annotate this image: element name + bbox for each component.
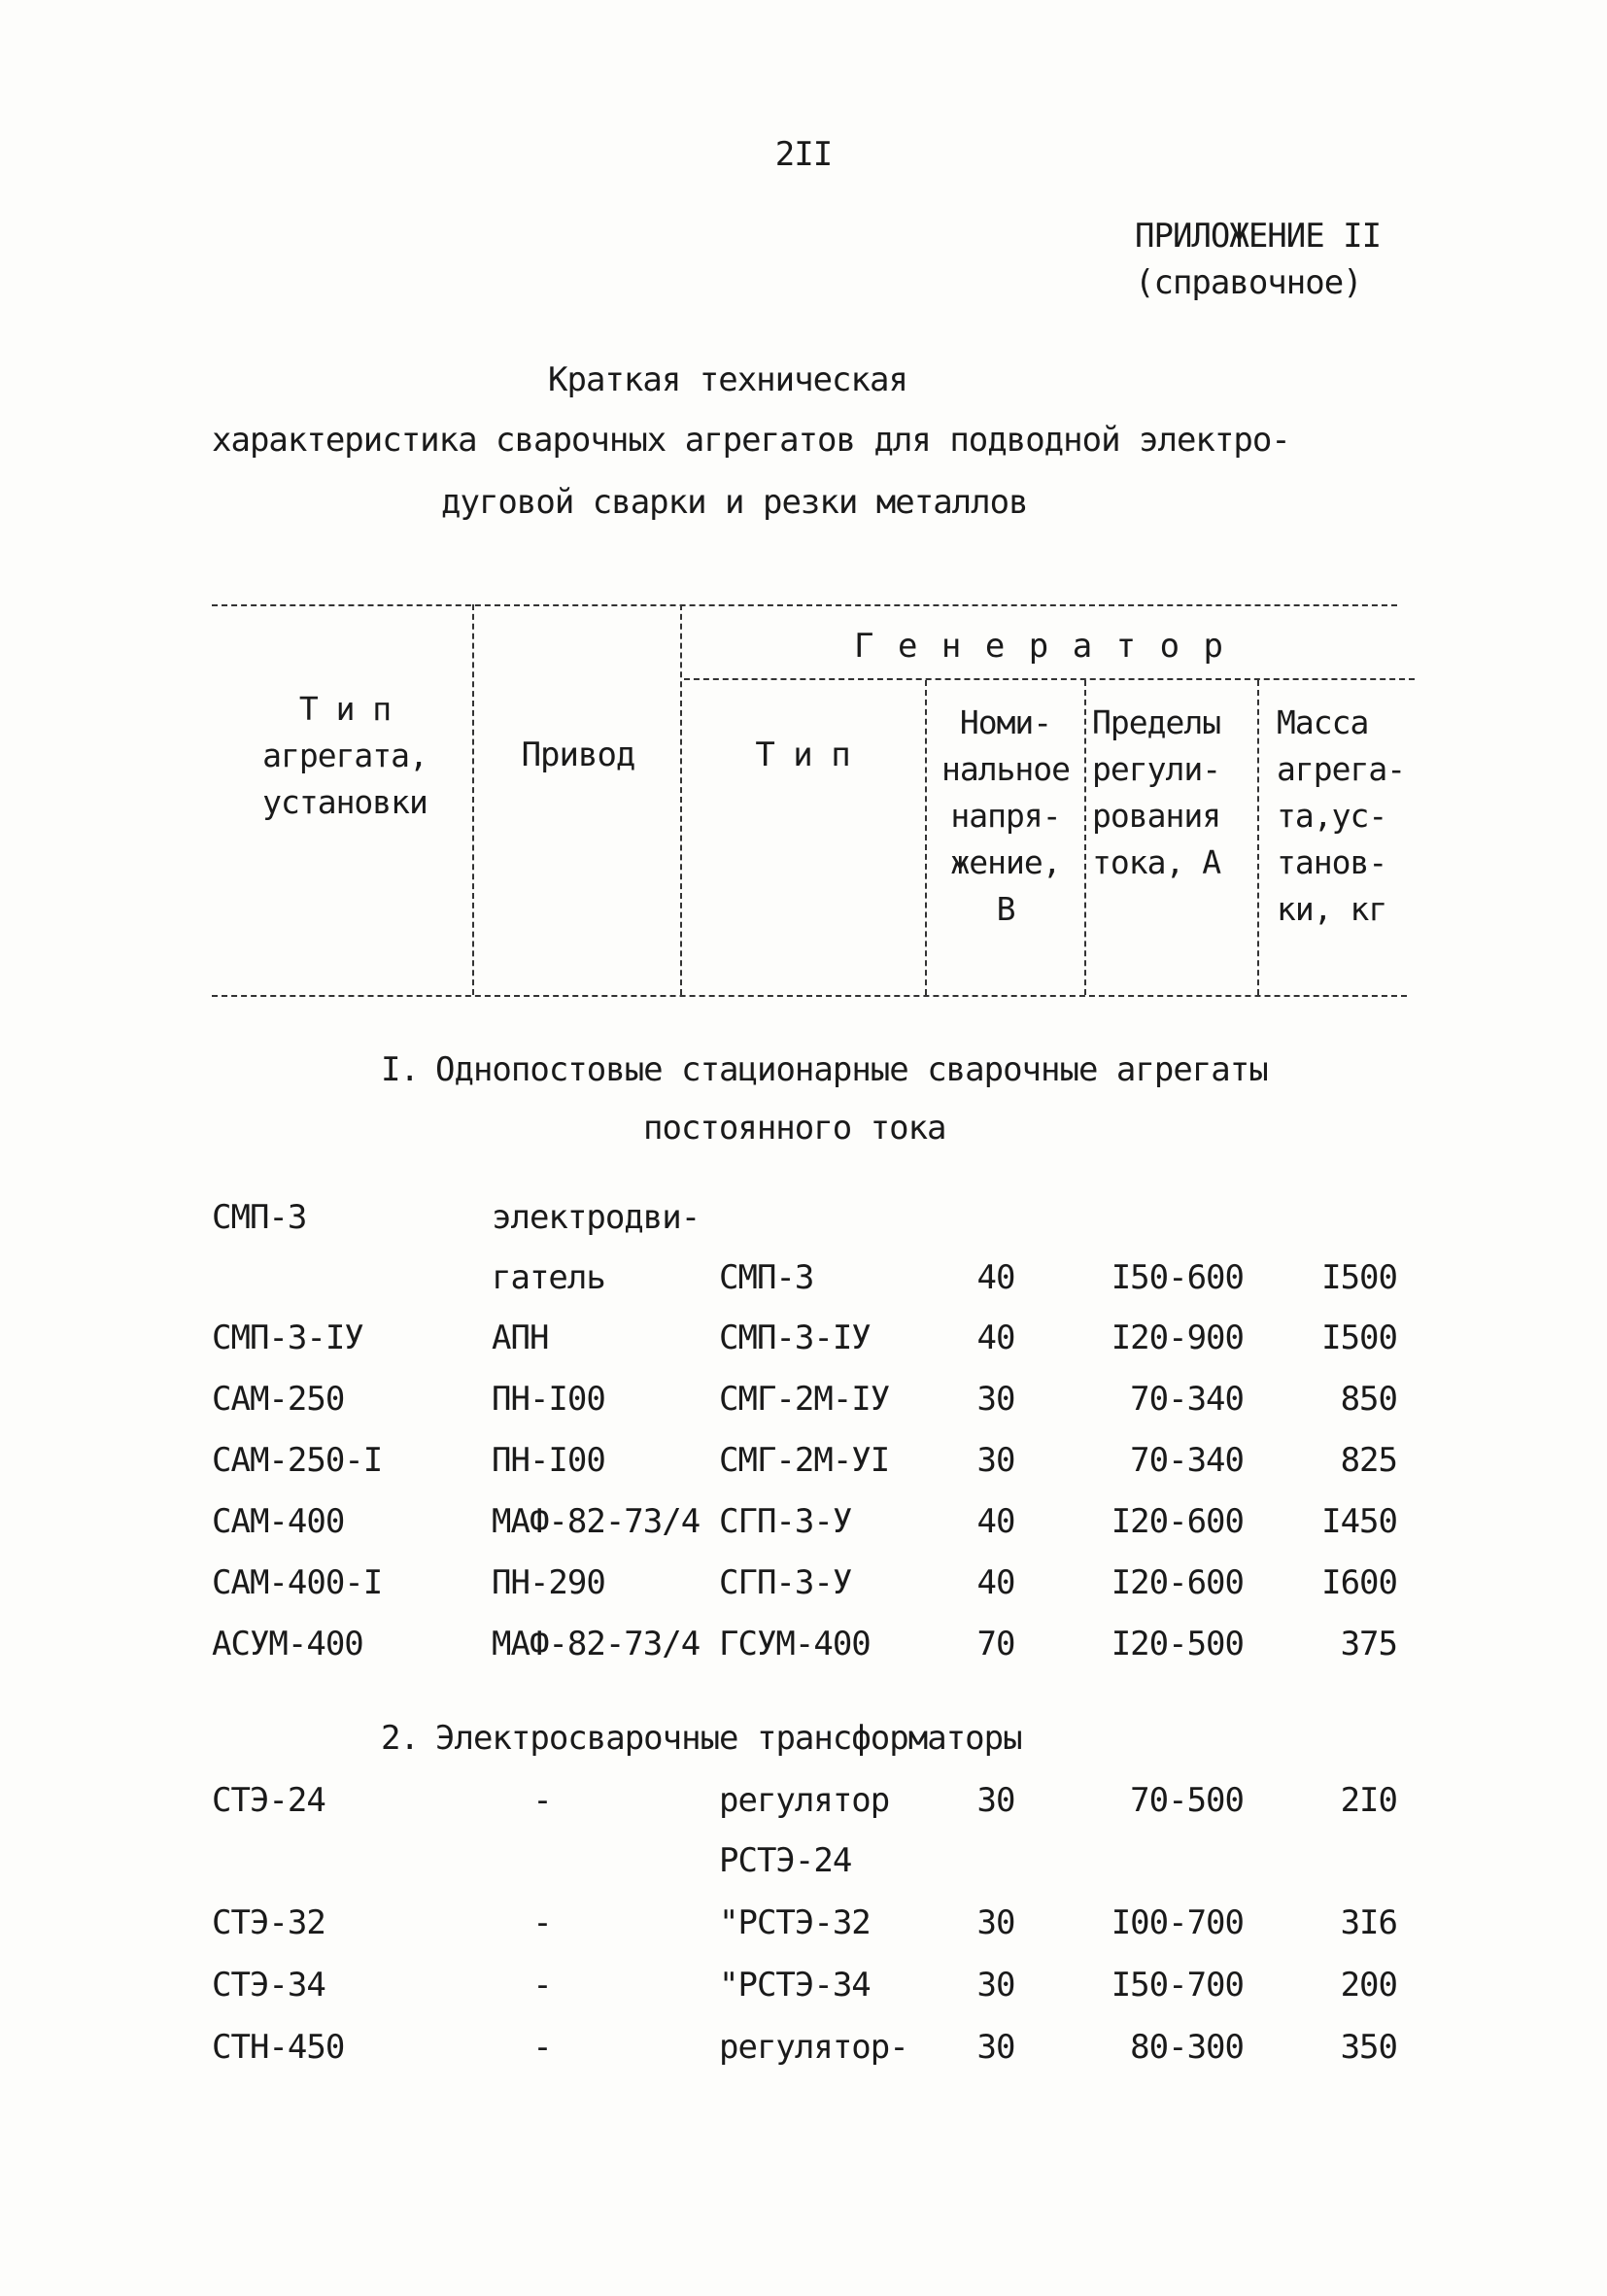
cell-drive: МАФ-82-73/4 xyxy=(492,1625,701,1663)
cell-current: 70-340 xyxy=(1130,1380,1244,1419)
cell-drive: МАФ-82-73/4 xyxy=(492,1502,701,1541)
cell-voltage: 30 xyxy=(976,1903,1015,1942)
cell-type: САМ-400-I xyxy=(212,1563,383,1602)
cell-generator: СМП-3-IУ xyxy=(719,1319,871,1357)
cell-drive: ПН-I00 xyxy=(492,1441,605,1480)
cell-current: I20-600 xyxy=(1111,1502,1244,1541)
cell-drive: ПН-I00 xyxy=(492,1380,605,1419)
cell-generator: ГСУМ-400 xyxy=(719,1625,871,1663)
header-mass: Масса агрега- та,ус- танов- ки, кг xyxy=(1277,703,1406,928)
cell-voltage: 40 xyxy=(976,1319,1015,1357)
title-line-1: Краткая техническая xyxy=(548,360,907,399)
cell-current: I20-500 xyxy=(1111,1625,1244,1663)
cell-drive: - xyxy=(532,2028,552,2067)
cell-type: САМ-250-I xyxy=(212,1441,383,1480)
section-1-title: Однопостовые стационарные сварочные агрегаты xyxy=(435,1050,1268,1089)
cell-voltage: 30 xyxy=(976,1441,1015,1480)
cell-generator: СМП-3 xyxy=(719,1258,814,1297)
cell-type: САМ-250 xyxy=(212,1380,345,1419)
cell-mass: 2I0 xyxy=(1340,1781,1397,1820)
cell-type: АСУМ-400 xyxy=(212,1625,363,1663)
cell-current: I20-600 xyxy=(1111,1563,1244,1602)
section-1-number: I. xyxy=(381,1050,419,1089)
page-number: 2II xyxy=(774,135,833,174)
cell-type: СТЭ-34 xyxy=(212,1966,325,2005)
header-generator: Г е н е р а т о р xyxy=(854,627,1225,666)
cell-generator: регулятор xyxy=(719,1781,890,1820)
cell-mass: I500 xyxy=(1321,1319,1397,1357)
header-gen-type: Т и п xyxy=(755,736,850,774)
cell-drive: - xyxy=(532,1966,552,2005)
cell-generator: СМГ-2М-УI xyxy=(719,1441,890,1480)
header-drive: Привод xyxy=(521,736,635,774)
section-2-number: 2. xyxy=(381,1719,419,1758)
cell-mass: I500 xyxy=(1321,1258,1397,1297)
cell-generator: СГП-3-У xyxy=(719,1563,852,1602)
cell-current: 70-340 xyxy=(1130,1441,1244,1480)
header-voltage: Номи- нальное напря- жение, В xyxy=(940,703,1071,928)
cell-drive: - xyxy=(532,1781,552,1820)
cell-generator: регулятор- xyxy=(719,2028,908,2067)
header-divider xyxy=(1257,680,1259,995)
cell-mass: 3I6 xyxy=(1340,1903,1397,1942)
header-divider xyxy=(1084,680,1086,995)
cell-drive: гатель xyxy=(492,1258,605,1297)
cell-current: I00-700 xyxy=(1111,1903,1244,1942)
cell-voltage: 70 xyxy=(976,1625,1015,1663)
header-divider xyxy=(680,604,682,995)
cell-generator: РСТЭ-24 xyxy=(719,1841,852,1880)
cell-mass: 850 xyxy=(1340,1380,1397,1419)
cell-current: 70-500 xyxy=(1130,1781,1244,1820)
cell-current: I50-700 xyxy=(1111,1966,1244,2005)
cell-mass: I450 xyxy=(1321,1502,1397,1541)
header-top-rule xyxy=(212,604,1397,606)
header-current: Пределы регули- рования тока, А xyxy=(1092,703,1221,881)
appendix-label: ПРИЛОЖЕНИЕ II xyxy=(1135,217,1382,256)
cell-type: СМП-3 xyxy=(212,1198,307,1237)
cell-voltage: 40 xyxy=(976,1563,1015,1602)
title-line-3: дуговой сварки и резки металлов xyxy=(441,483,1028,522)
cell-current: 80-300 xyxy=(1130,2028,1244,2067)
cell-generator: "РСТЭ-32 xyxy=(719,1903,871,1942)
cell-voltage: 40 xyxy=(976,1258,1015,1297)
cell-mass: 825 xyxy=(1340,1441,1397,1480)
header-type-unit: Т и п агрегата, установки xyxy=(262,690,427,821)
cell-type: СТН-450 xyxy=(212,2028,345,2067)
cell-mass: 200 xyxy=(1340,1966,1397,2005)
generator-rule xyxy=(684,678,1415,680)
cell-generator: "РСТЭ-34 xyxy=(719,1966,871,2005)
section-2-title: Электросварочные трансформаторы xyxy=(435,1719,1022,1758)
cell-generator: СГП-3-У xyxy=(719,1502,852,1541)
cell-current: I50-600 xyxy=(1111,1258,1244,1297)
cell-voltage: 30 xyxy=(976,1380,1015,1419)
header-divider xyxy=(472,604,474,995)
cell-voltage: 30 xyxy=(976,1781,1015,1820)
cell-generator: СМГ-2М-IУ xyxy=(719,1380,890,1419)
cell-mass: 375 xyxy=(1340,1625,1397,1663)
cell-voltage: 30 xyxy=(976,1966,1015,2005)
title-line-2: характеристика сварочных агрегатов для подводной электро- xyxy=(212,421,1290,460)
header-bottom-rule xyxy=(212,995,1407,997)
cell-mass: I600 xyxy=(1321,1563,1397,1602)
cell-current: I20-900 xyxy=(1111,1319,1244,1357)
cell-type: САМ-400 xyxy=(212,1502,345,1541)
cell-drive: - xyxy=(532,1903,552,1942)
cell-voltage: 30 xyxy=(976,2028,1015,2067)
cell-drive: ПН-290 xyxy=(492,1563,605,1602)
cell-type: СТЭ-32 xyxy=(212,1903,325,1942)
section-1-title-cont: постоянного тока xyxy=(643,1109,946,1148)
header-divider xyxy=(925,680,927,995)
cell-voltage: 40 xyxy=(976,1502,1015,1541)
appendix-note: (справочное) xyxy=(1135,263,1362,302)
cell-type: СТЭ-24 xyxy=(212,1781,325,1820)
cell-type: СМП-3-IУ xyxy=(212,1319,363,1357)
cell-drive: АПН xyxy=(492,1319,549,1357)
cell-mass: 350 xyxy=(1340,2028,1397,2067)
cell-drive: электродви- xyxy=(492,1198,701,1237)
